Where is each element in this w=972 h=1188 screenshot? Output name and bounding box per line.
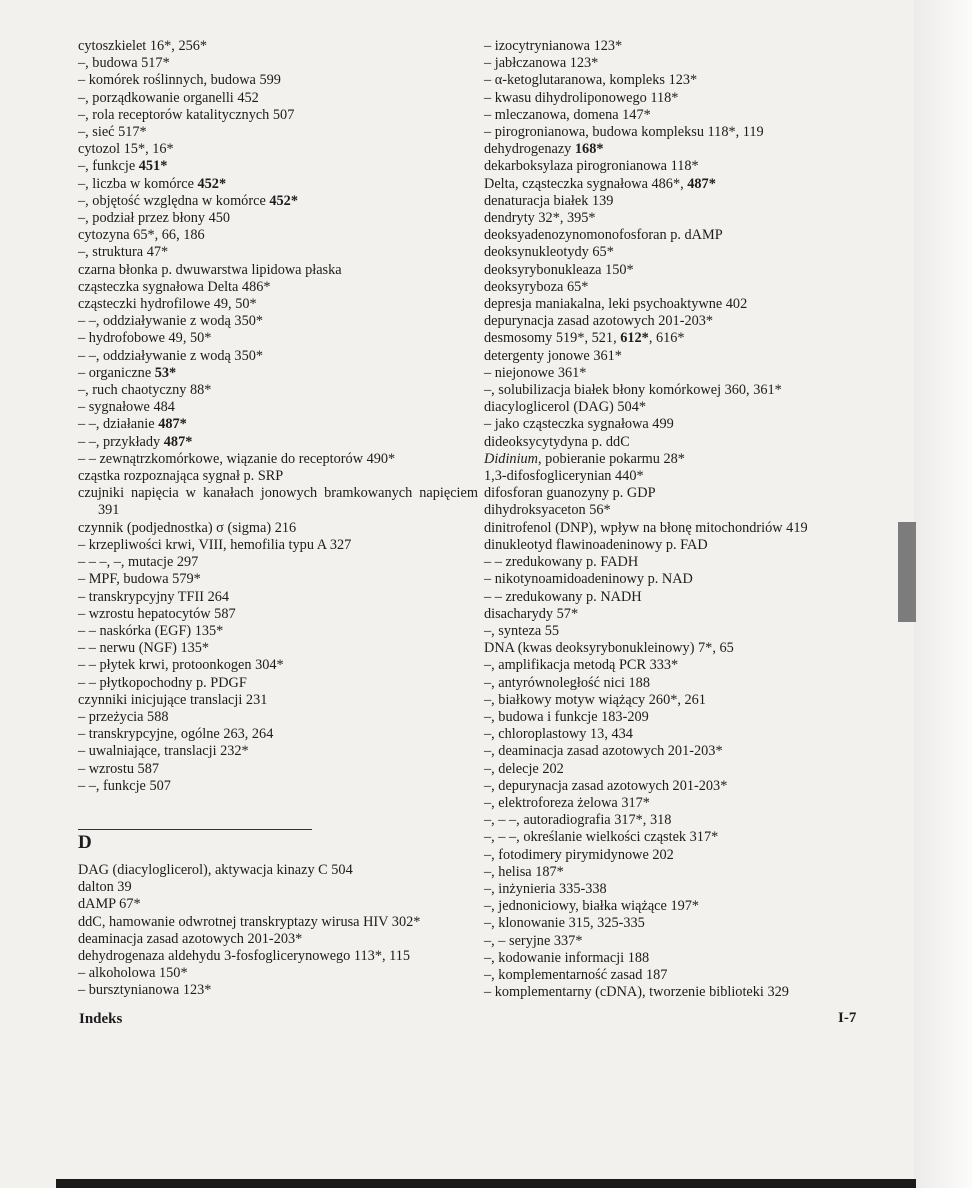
index-entry: – α-ketoglutaranowa, kompleks 123* [484, 72, 698, 89]
index-entry: –, objętość względna w komórce 452* [78, 192, 298, 209]
index-entry: Delta, cząsteczka sygnałowa 486*, 487* [484, 175, 716, 192]
index-entry: –, kodowanie informacji 188 [484, 949, 650, 966]
index-entries-d [78, 862, 478, 1000]
index-entry: dehydrogenazy 168* [484, 141, 604, 158]
index-entry: – wzrostu hepatocytów 587 [78, 605, 236, 622]
index-entry: deoksyadenozynomonofosforan p. dAMP [484, 227, 723, 244]
index-entry: disacharydy 57* [484, 605, 579, 622]
index-entry: 1,3-difosfoglicerynian 440* [484, 468, 644, 485]
index-entries-d-continued [484, 38, 868, 1001]
index-entry: – przeżycia 588 [78, 708, 169, 725]
index-entry: – MPF, budowa 579* [78, 571, 201, 588]
index-entry: DNA (kwas deoksyrybonukleinowy) 7*, 65 [484, 640, 734, 657]
index-entry: – –, oddziaływanie z wodą 350* [78, 313, 264, 330]
index-entry: DAG (diacyloglicerol), aktywacja kinazy C 504 [78, 861, 353, 878]
index-entry: czynniki inicjujące translacji 231 [78, 691, 268, 708]
index-entry: cząsteczki hydrofilowe 49, 50* [78, 296, 257, 313]
index-entry: –, helisa 187* [484, 863, 564, 880]
index-entry: –, rola receptorów katalitycznych 507 [78, 106, 295, 123]
index-entry: –, budowa 517* [78, 55, 170, 72]
thumb-index-tab [898, 522, 916, 622]
index-entry: –, delecje 202 [484, 760, 564, 777]
index-entry: – bursztynianowa 123* [78, 982, 212, 999]
index-entry: Didinium, pobieranie pokarmu 28* [484, 450, 685, 467]
section-divider [78, 829, 312, 830]
index-entry: – – naskórka (EGF) 135* [78, 622, 224, 639]
index-entry: – – płytek krwi, protoonkogen 304* [78, 657, 284, 674]
section-heading: D [78, 831, 92, 853]
index-entry: –, komplementarność zasad 187 [484, 966, 668, 983]
index-entry: – izocytrynianowa 123* [484, 38, 623, 54]
index-column-left [78, 38, 478, 1000]
index-entry: cytozol 15*, 16* [78, 141, 174, 158]
index-entry: ddC, hamowanie odwrotnej transkryptazy wirusa HIV 302* [78, 913, 421, 930]
index-entry: –, – seryjne 337* [484, 932, 583, 949]
index-entry: –, budowa i funkcje 183-209 [484, 708, 649, 725]
index-entry: dalton 39 [78, 879, 132, 896]
index-entry: dendryty 32*, 395* [484, 210, 596, 227]
index-entry: dideoksycytydyna p. ddC [484, 433, 630, 450]
index-entry: cząsteczka sygnałowa Delta 486* [78, 278, 271, 295]
index-entry: – krzepliwości krwi, VIII, hemofilia typu A 327 [78, 536, 352, 553]
index-entry: –, sieć 517* [78, 124, 147, 141]
index-entry: –, deaminacja zasad azotowych 201-203* [484, 743, 723, 760]
index-entry: difosforan guanozyny p. GDP [484, 485, 656, 502]
index-entry: – –, oddziaływanie z wodą 350* [78, 347, 264, 364]
index-entry: –, ruch chaotyczny 88* [78, 382, 212, 399]
index-entry: depurynacja zasad azotowych 201-203* [484, 313, 714, 330]
index-entry: – transkrypcyjny TFII 264 [78, 588, 230, 605]
index-entry: – transkrypcyjne, ogólne 263, 264 [78, 726, 274, 743]
index-entry: dehydrogenaza aldehydu 3-fosfoglicerynowego 113*, 115 [78, 947, 411, 964]
page-number: I-7 [838, 1010, 857, 1026]
index-entry: – – nerwu (NGF) 135* [78, 640, 210, 657]
index-entry: –, porządkowanie organelli 452 [78, 89, 259, 106]
index-entry: – uwalniające, translacji 232* [78, 743, 249, 760]
index-entry: desmosomy 519*, 521, 612*, 616* [484, 330, 685, 347]
index-entry: – mleczanowa, domena 147* [484, 106, 651, 123]
index-entry: –, amplifikacja metodą PCR 333* [484, 657, 679, 674]
scan-page-edge [914, 0, 972, 1188]
index-entries-c [78, 38, 478, 795]
index-entry: – – –, –, mutacje 297 [78, 554, 199, 571]
index-entry: –, podział przez błony 450 [78, 210, 231, 227]
index-entry: – – zewnątrzkomórkowe, wiązanie do receptorów 490* [78, 450, 396, 467]
index-entry: – – zredukowany p. NADH [484, 588, 642, 605]
index-entry: – sygnałowe 484 [78, 399, 175, 416]
index-entry: deoksynukleotydy 65* [484, 244, 614, 261]
index-entry: dinukleotyd flawinoadeninowy p. FAD [484, 536, 708, 553]
index-entry: –, solubilizacja białek błony komórkowej 360, 361* [484, 382, 782, 399]
index-entry: – komórek roślinnych, budowa 599 [78, 72, 281, 89]
index-entry: detergenty jonowe 361* [484, 347, 622, 364]
index-entry: –, liczba w komórce 452* [78, 175, 227, 192]
index-entry: czynnik (podjednostka) σ (sigma) 216 [78, 519, 297, 536]
index-entry: czarna błonka p. dwuwarstwa lipidowa płaska [78, 261, 342, 278]
index-entry: diacyloglicerol (DAG) 504* [484, 399, 646, 416]
index-entry: deoksyrybonukleaza 150* [484, 261, 634, 278]
index-entry: –, chloroplastowy 13, 434 [484, 726, 633, 743]
index-entry: – pirogronianowa, budowa kompleksu 118*, 119 [484, 124, 764, 141]
index-entry: –, struktura 47* [78, 244, 169, 261]
index-entry: – – płytkopochodny p. PDGF [78, 674, 247, 691]
index-entry: –, funkcje 451* [78, 158, 168, 175]
footer-title: Indeks [79, 1011, 123, 1027]
index-entry: cząstka rozpoznająca sygnał p. SRP [78, 468, 284, 485]
index-entry: – – zredukowany p. FADH [484, 554, 639, 571]
index-entry: –, – –, autoradiografia 317*, 318 [484, 812, 672, 829]
index-entry: depresja maniakalna, leki psychoaktywne 402 [484, 296, 748, 313]
index-entry: – alkoholowa 150* [78, 965, 188, 982]
index-entry: – jabłczanowa 123* [484, 55, 599, 72]
index-entry: deoksyryboza 65* [484, 278, 589, 295]
index-entry: –, klonowanie 315, 325-335 [484, 915, 645, 932]
index-entry: –, inżynieria 335-338 [484, 880, 607, 897]
index-entry: –, białkowy motyw wiążący 260*, 261 [484, 691, 706, 708]
index-entry: – –, funkcje 507 [78, 777, 171, 794]
index-entry: – nikotynoamidoadeninowy p. NAD [484, 571, 693, 588]
index-entry: – kwasu dihydroliponowego 118* [484, 89, 679, 106]
index-entry: – –, działanie 487* [78, 416, 187, 433]
index-entry: –, elektroforeza żelowa 317* [484, 794, 650, 811]
index-entry: cytoszkielet 16*, 256* [78, 38, 208, 54]
index-column-right [484, 38, 868, 1001]
index-entry: – wzrostu 587 [78, 760, 160, 777]
index-entry: –, jednoniciowy, białka wiążące 197* [484, 898, 700, 915]
index-entry: dekarboksylaza pirogronianowa 118* [484, 158, 699, 175]
index-entry: – niejonowe 361* [484, 364, 587, 381]
index-entry: – komplementarny (cDNA), tworzenie biblioteki 329 [484, 984, 789, 1001]
index-entry: dAMP 67* [78, 896, 141, 913]
index-entry: – –, przykłady 487* [78, 433, 193, 450]
index-entry: – hydrofobowe 49, 50* [78, 330, 212, 347]
scan-bottom-edge [56, 1179, 916, 1188]
index-entry: –, – –, określanie wielkości cząstek 317* [484, 829, 719, 846]
index-entry: dinitrofenol (DNP), wpływ na błonę mitochondriów 419 [484, 519, 808, 536]
index-entry: denaturacja białek 139 [484, 192, 614, 209]
index-entry: – organiczne 53* [78, 364, 177, 381]
index-entry: deaminacja zasad azotowych 201-203* [78, 930, 303, 947]
index-entry: –, synteza 55 [484, 622, 560, 639]
index-entry: cytozyna 65*, 66, 186 [78, 227, 205, 244]
index-entry: –, fotodimery pirymidynowe 202 [484, 846, 674, 863]
index-entry: dihydroksyaceton 56* [484, 502, 611, 519]
index-entry: –, antyrównoległość nici 188 [484, 674, 650, 691]
index-entry: czujniki napięcia w kanałach jonowych bramkowanych napięciem 391 [78, 485, 478, 519]
index-entry: –, depurynacja zasad azotowych 201-203* [484, 777, 728, 794]
index-entry: – jako cząsteczka sygnałowa 499 [484, 416, 674, 433]
